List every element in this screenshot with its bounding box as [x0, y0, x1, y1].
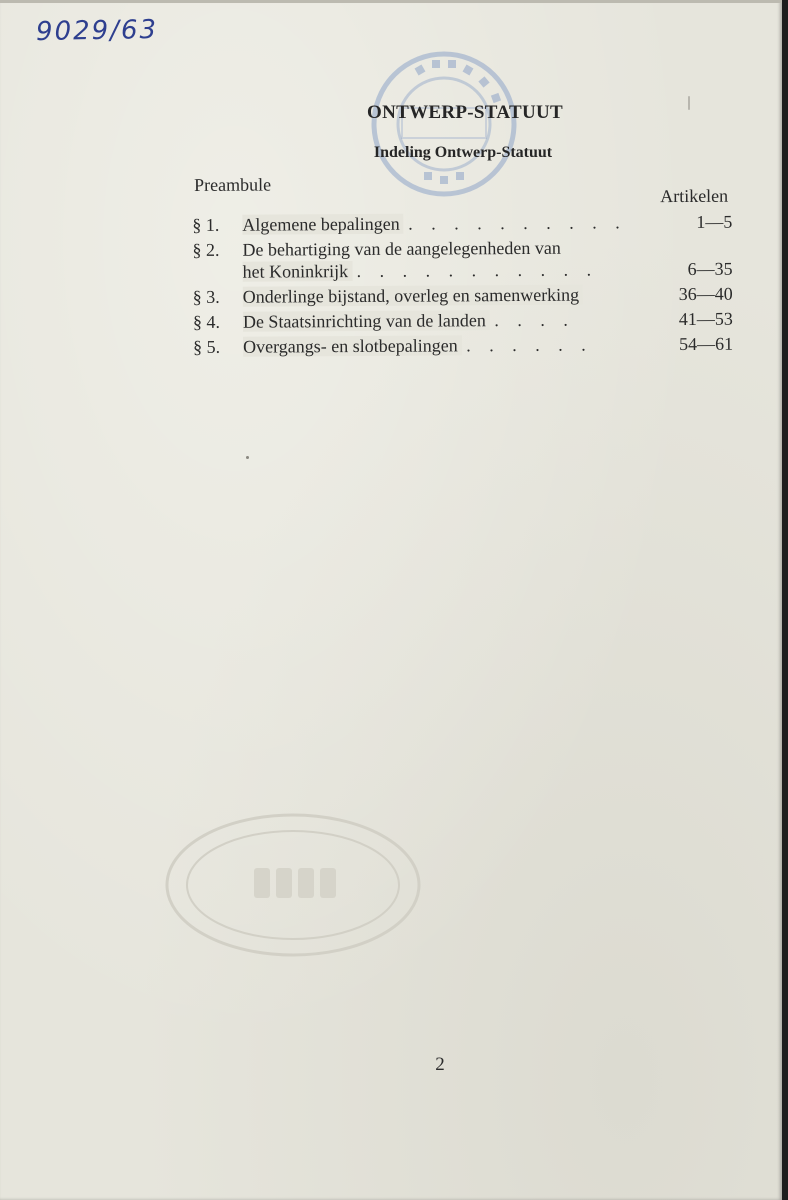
article-range: 54—61 [678, 333, 734, 355]
document-subtitle: Indeling Ontwerp-Statuut [373, 144, 553, 161]
section-number: § 4. [192, 311, 220, 332]
preamble-label: Preambule [194, 174, 272, 195]
toc-row [193, 283, 733, 308]
table-of-contents [192, 171, 733, 361]
toc-header [192, 171, 732, 214]
dot-leader: . . . . . . . . . . [408, 212, 627, 234]
faint-oval-stamp-icon [162, 810, 424, 960]
section-title: Onderlinge bijstand, overleg en samenwerking [243, 283, 651, 307]
dot-leader: . . . . [494, 309, 575, 331]
section-number: § 3. [192, 286, 220, 307]
section-title: Algemene bepalingen . . . . . . . . . . [242, 212, 627, 235]
section-title: De Staatsinrichting van de landen . . . . [242, 309, 575, 332]
section-title [242, 236, 650, 282]
section-title: Overgangs- en slotbepalingen . . . . . . [242, 334, 593, 357]
paper-speck [246, 456, 249, 459]
article-range: 41—53 [678, 308, 733, 330]
toc-row [193, 333, 733, 358]
toc-row [192, 236, 732, 283]
dot-leader: . . . . . . . . . . . [356, 259, 599, 281]
section-title-line-2-wrapper: het Koninkrijk . . . . . . . . . . . [242, 259, 599, 282]
section-number: § 1. [192, 214, 220, 235]
article-range: 1—5 [696, 211, 733, 232]
page-top-edge [0, 0, 782, 3]
dot-leader: . . . . . . [466, 334, 593, 356]
article-range: 6—35 [687, 258, 733, 279]
section-title-line-1: De behartiging van de aangelegenheden van [242, 237, 561, 260]
toc-row [193, 308, 733, 333]
article-range: 36—40 [678, 283, 733, 305]
paper-speck [688, 96, 690, 110]
page-number: 2 [435, 1054, 445, 1075]
section-number: § 5. [192, 336, 221, 357]
toc-row [192, 211, 732, 236]
handwritten-catalog-number: 9029/63 [35, 14, 159, 48]
articles-column-header: Artikelen [660, 185, 729, 207]
scan-border [782, 0, 788, 1200]
document-title: ONTWERP-STATUUT [367, 102, 563, 123]
section-number: § 2. [192, 239, 220, 260]
